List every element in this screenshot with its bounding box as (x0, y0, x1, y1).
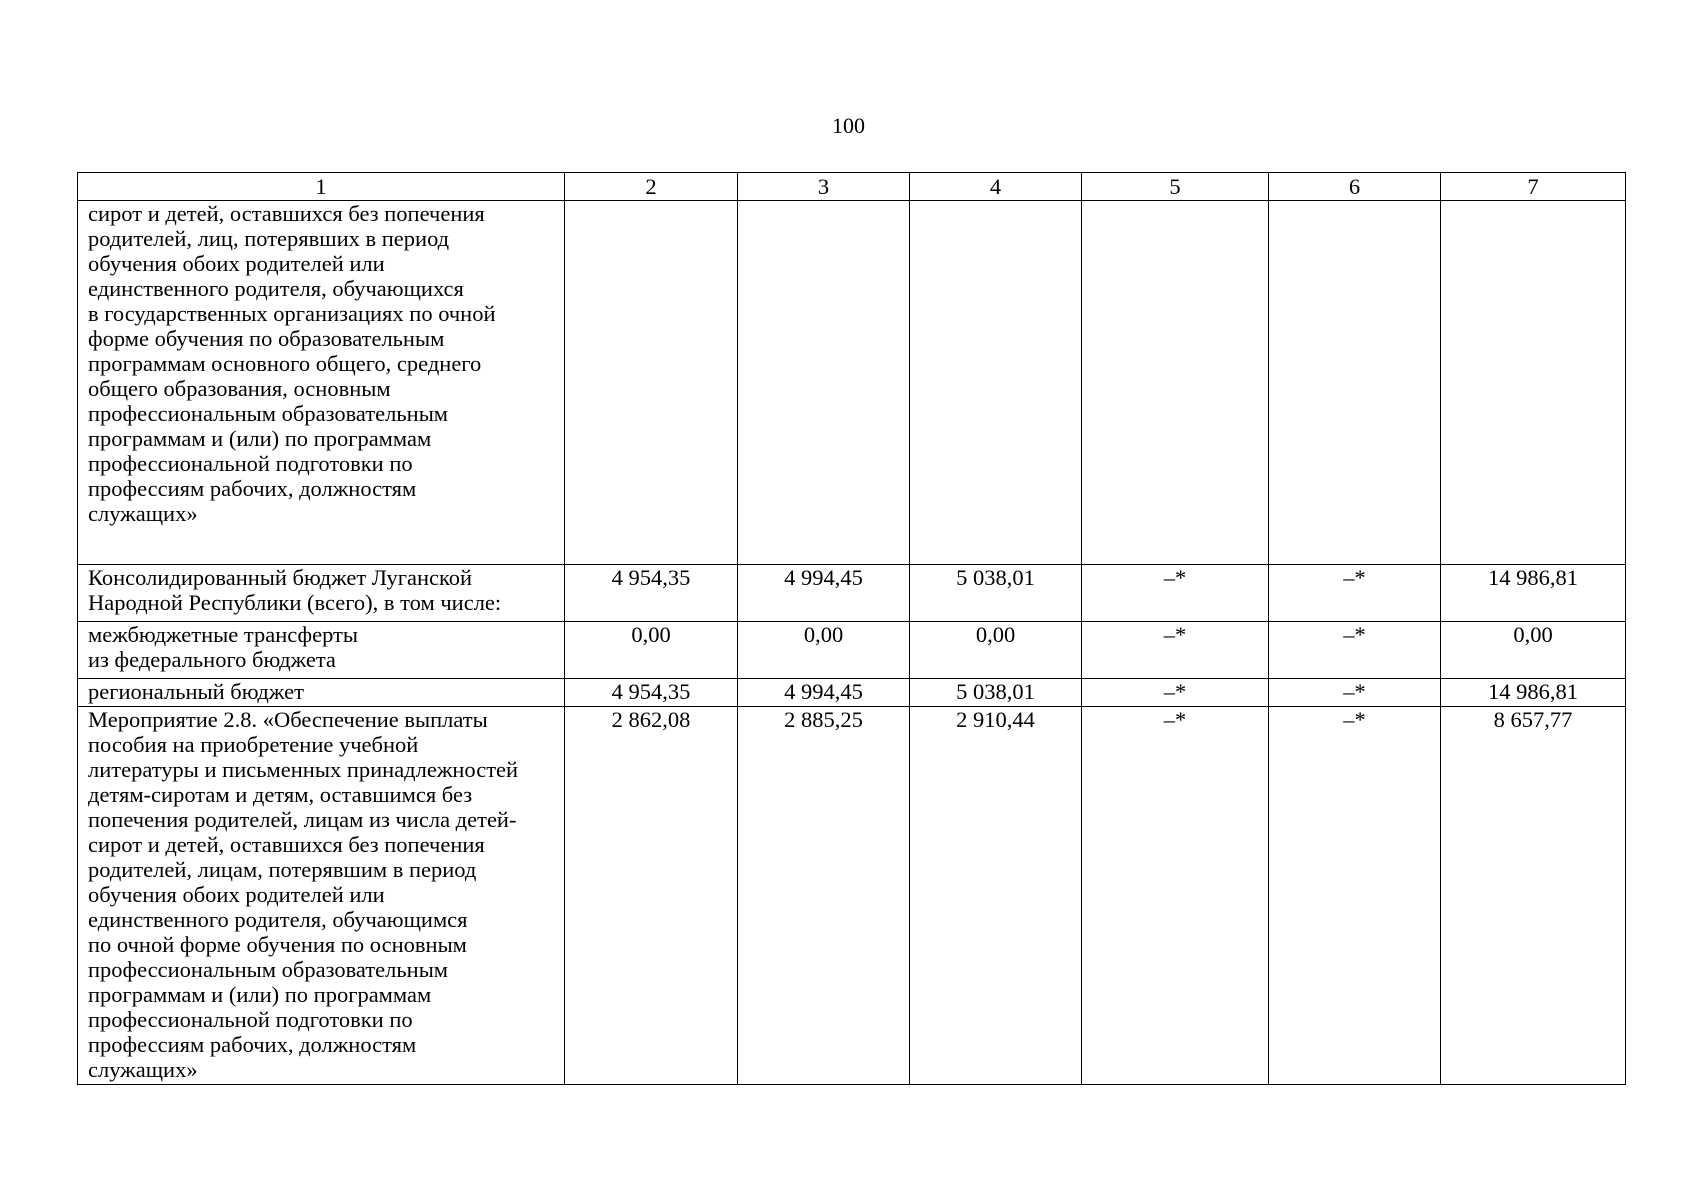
value-cell: 4 994,45 (738, 565, 910, 622)
row-description-text: Мероприятие 2.8. «Обеспечение выплаты пособия на приобретение учебной литературы и письменных принадлежностей детям-сиротам и детям, оставшимся без попечения родителей, лицам из числа детей- сирот и детей, оставшихся без попечения родителей, лицам, потерявшим в период обучения обоих родителей или единственного родителя, обучающимся по очной форме обучения по основным профессиональным образовательным программам и (или) по программам профессиональной подготовки по профессиям рабочих, должностям служащих» (88, 707, 519, 1082)
value-cell (565, 201, 738, 565)
column-header: 3 (738, 173, 910, 201)
value-cell: –* (1082, 622, 1269, 679)
row-description-text: сирот и детей, оставшихся без попечения родителей, лиц, потерявших в период обучения обоих родителей или единственного родителя, обучающихся в государственных организациях по очной форме обучения по образовательным программам основного общего, среднего общего образования, основным профессиональным образовательным программам и (или) по программам профессиональной подготовки по профессиям рабочих, должностям служащих» (88, 201, 496, 526)
column-header: 7 (1441, 173, 1626, 201)
column-header: 6 (1269, 173, 1441, 201)
row-description-text: региональный бюджет (88, 679, 304, 704)
value-cell (1441, 201, 1626, 565)
value-cell: 5 038,01 (910, 565, 1082, 622)
value-cell: 0,00 (1441, 622, 1626, 679)
table-row (78, 707, 1626, 1085)
row-description-text: межбюджетные трансферты из федерального бюджета (88, 622, 358, 672)
value-cell: 8 657,77 (1441, 707, 1626, 1085)
value-cell: 2 885,25 (738, 707, 910, 1085)
value-cell (738, 201, 910, 565)
value-cell: 0,00 (910, 622, 1082, 679)
value-cell: –* (1269, 565, 1441, 622)
value-cell: 2 862,08 (565, 707, 738, 1085)
table-row (78, 565, 1626, 622)
value-cell: –* (1082, 707, 1269, 1085)
table-row (78, 201, 1626, 565)
value-cell: –* (1082, 679, 1269, 707)
value-cell: –* (1269, 622, 1441, 679)
value-cell: –* (1082, 565, 1269, 622)
value-cell: 4 994,45 (738, 679, 910, 707)
value-cell: 5 038,01 (910, 679, 1082, 707)
row-description (78, 679, 565, 707)
value-cell (1269, 201, 1441, 565)
value-cell: 14 986,81 (1441, 679, 1626, 707)
value-cell: –* (1269, 707, 1441, 1085)
value-cell: 0,00 (565, 622, 738, 679)
row-description (78, 565, 565, 622)
value-cell: 2 910,44 (910, 707, 1082, 1085)
page-number: 100 (832, 113, 865, 138)
table-row (78, 622, 1626, 679)
value-cell: 4 954,35 (565, 565, 738, 622)
column-header: 1 (78, 173, 565, 201)
column-header: 4 (910, 173, 1082, 201)
row-description (78, 707, 565, 1085)
value-cell: 0,00 (738, 622, 910, 679)
table-row (78, 679, 1626, 707)
row-description (78, 622, 565, 679)
column-header: 5 (1082, 173, 1269, 201)
column-header-row (78, 173, 1626, 201)
value-cell: –* (1269, 679, 1441, 707)
value-cell: 14 986,81 (1441, 565, 1626, 622)
value-cell: 4 954,35 (565, 679, 738, 707)
budget-table (77, 172, 1626, 1085)
row-description (78, 201, 565, 565)
row-description-text: Консолидированный бюджет Луганской Народной Республики (всего), в том числе: (88, 565, 502, 615)
column-header: 2 (565, 173, 738, 201)
value-cell (1082, 201, 1269, 565)
value-cell (910, 201, 1082, 565)
